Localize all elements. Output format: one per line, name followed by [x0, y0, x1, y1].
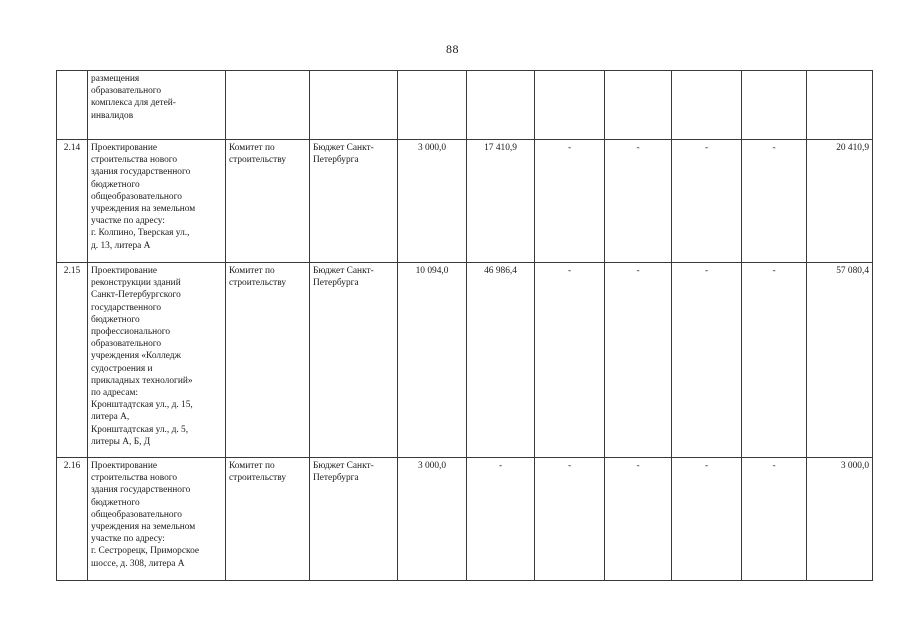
cell-value-5: - [672, 458, 742, 581]
description-line: прикладных технологий» [91, 375, 193, 386]
source-line: Петербурга [313, 473, 359, 484]
cell-value [467, 71, 535, 140]
cell-value-6: - [742, 458, 807, 581]
cell-value-1: 3 000,0 [398, 140, 467, 263]
description-line: Проектирование [91, 461, 158, 471]
description-line: Кронштадтская ул., д. 15, [91, 400, 193, 411]
cell-num [57, 71, 88, 140]
cell-value-4: - [605, 263, 672, 458]
description-line: государственного [91, 302, 162, 313]
cell-value-1: 3 000,0 [398, 458, 467, 581]
description-line: комплекса для детей- [91, 98, 176, 109]
table-row-continuation [57, 71, 873, 140]
source-line: Петербурга [313, 278, 359, 289]
description-line: шоссе, д. 308, литера А [91, 558, 185, 569]
executor-line: строительству [229, 155, 287, 166]
cell-value-3: - [535, 458, 605, 581]
cell-source [310, 458, 398, 581]
budget-table [56, 70, 873, 581]
executor-line: Комитет по [229, 143, 275, 153]
description-line: здания государственного [91, 167, 191, 178]
cell-value-6: - [742, 263, 807, 458]
table-row [57, 458, 873, 581]
description-line: размещения [91, 74, 140, 84]
cell-value-3: - [535, 140, 605, 263]
description-line: инвалидов [91, 110, 134, 121]
source-line: Петербурга [313, 155, 359, 166]
description-line: г. Сестрорецк, Приморское [91, 546, 200, 557]
executor-line: строительству [229, 278, 287, 289]
cell-source [310, 140, 398, 263]
cell-source [310, 71, 398, 140]
description-line: общеобразовательного [91, 509, 182, 520]
cell-value-5: - [672, 263, 742, 458]
description-line: общеобразовательного [91, 191, 182, 202]
cell-value [398, 71, 467, 140]
description-line: Проектирование [91, 143, 158, 153]
executor-line: Комитет по [229, 461, 275, 471]
description-line: образовательного [91, 339, 162, 350]
description-line: литеры А, Б, Д [91, 436, 151, 447]
cell-value-1: 10 094,0 [398, 263, 467, 458]
cell-description [88, 263, 226, 458]
cell-executor [226, 140, 310, 263]
description-line: судостроения и [91, 363, 153, 374]
cell-value [605, 71, 672, 140]
cell-value-2: 17 410,9 [467, 140, 535, 263]
description-line: учреждения «Колледж [91, 351, 182, 362]
description-line: учреждения на земельном [91, 204, 196, 215]
cell-value-6: - [742, 140, 807, 263]
cell-executor [226, 71, 310, 140]
description-line: бюджетного [91, 179, 140, 190]
description-line: Санкт-Петербургского [91, 290, 181, 301]
cell-total: 20 410,9 [807, 140, 873, 263]
cell-description [88, 71, 226, 140]
description-line: здания государственного [91, 485, 191, 496]
description-line: строительства нового [91, 155, 178, 166]
cell-value [535, 71, 605, 140]
cell-total: 3 000,0 [807, 458, 873, 581]
cell-description [88, 140, 226, 263]
description-line: г. Колпино, Тверская ул., [91, 228, 190, 239]
description-line: бюджетного [91, 314, 140, 325]
cell-executor [226, 458, 310, 581]
description-line: профессионального [91, 327, 171, 338]
source-line: Бюджет Санкт- [313, 461, 374, 471]
cell-value [672, 71, 742, 140]
description-line: Кронштадтская ул., д. 5, [91, 424, 189, 435]
description-line: бюджетного [91, 497, 140, 508]
table-row [57, 263, 873, 458]
cell-num: 2.14 [57, 140, 88, 263]
description-line: реконструкции зданий [91, 278, 181, 289]
cell-value [742, 71, 807, 140]
description-line: образовательного [91, 86, 162, 97]
description-line: литера А, [91, 412, 130, 423]
description-line: д. 13, литера А [91, 240, 151, 251]
cell-num: 2.15 [57, 263, 88, 458]
table-row [57, 140, 873, 263]
cell-total [807, 71, 873, 140]
cell-value-4: - [605, 140, 672, 263]
cell-value-2: - [467, 458, 535, 581]
cell-value-3: - [535, 263, 605, 458]
description-line: Проектирование [91, 266, 158, 276]
cell-value-5: - [672, 140, 742, 263]
cell-total: 57 080,4 [807, 263, 873, 458]
cell-source [310, 263, 398, 458]
cell-executor [226, 263, 310, 458]
description-line: учреждения на земельном [91, 522, 196, 533]
description-line: строительства нового [91, 473, 178, 484]
description-line: участке по адресу: [91, 216, 165, 227]
description-line: участке по адресу: [91, 534, 165, 545]
cell-value-4: - [605, 458, 672, 581]
source-line: Бюджет Санкт- [313, 266, 374, 276]
description-line: по адресам: [91, 388, 139, 399]
cell-description [88, 458, 226, 581]
executor-line: строительству [229, 473, 287, 484]
page-number: 88 [446, 42, 459, 56]
source-line: Бюджет Санкт- [313, 143, 374, 153]
cell-value-2: 46 986,4 [467, 263, 535, 458]
cell-num: 2.16 [57, 458, 88, 581]
executor-line: Комитет по [229, 266, 275, 276]
